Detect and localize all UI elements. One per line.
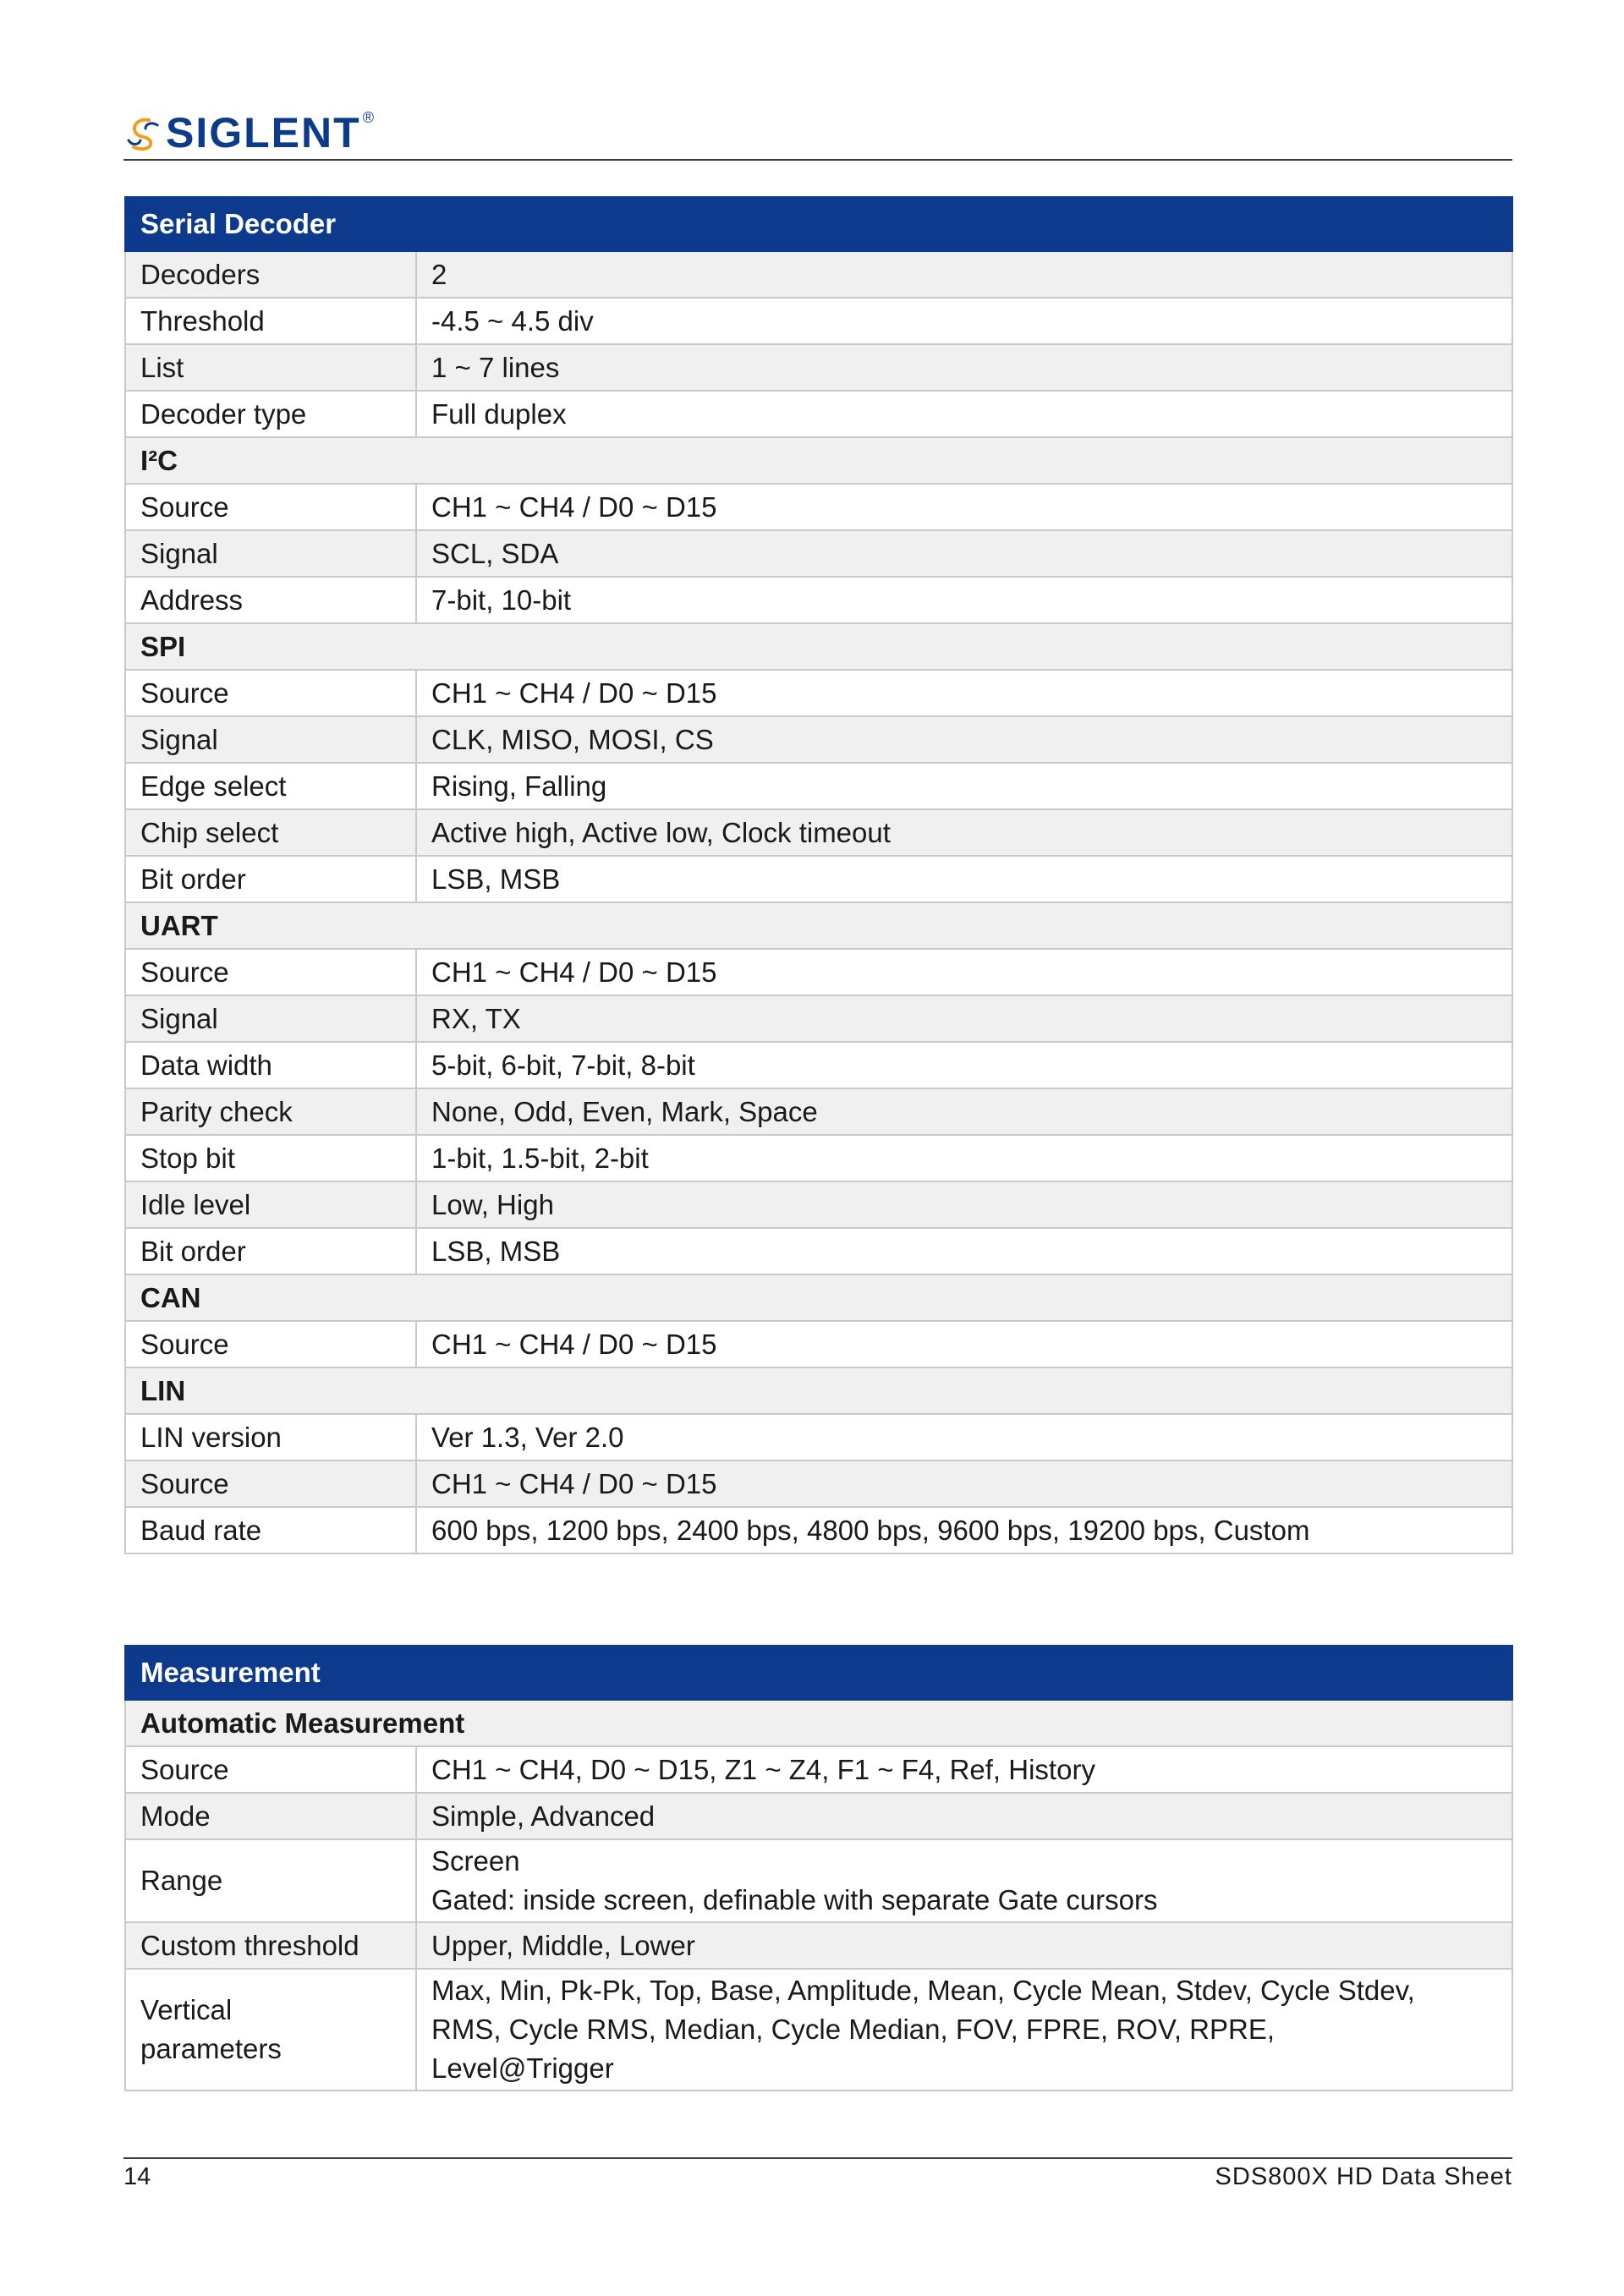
spec-value: 7-bit, 10-bit <box>416 577 1512 623</box>
spec-value: CH1 ~ CH4, D0 ~ D15, Z1 ~ Z4, F1 ~ F4, Ref, History <box>416 1746 1512 1793</box>
siglent-wave-icon <box>123 113 162 152</box>
section-row <box>125 1700 1512 1746</box>
spec-label: Stop bit <box>125 1135 416 1181</box>
spec-value-line: Max, Min, Pk-Pk, Top, Base, Amplitude, Mean, Cycle Mean, Stdev, Cycle Stdev, <box>431 1975 1415 2006</box>
table-row <box>125 1507 1512 1553</box>
table-row <box>125 949 1512 995</box>
section-row <box>125 437 1512 484</box>
table-row <box>125 391 1512 437</box>
spec-label <box>125 1839 416 1922</box>
spec-label: Bit order <box>125 1228 416 1274</box>
table-title: Measurement <box>125 1646 1512 1700</box>
spec-label: Decoder type <box>125 391 416 437</box>
spec-label-line: Vertical <box>140 1994 233 2025</box>
spec-label: Signal <box>125 716 416 763</box>
table-row <box>125 1414 1512 1460</box>
table-row <box>125 1922 1512 1969</box>
spec-value-line: Screen <box>431 1845 520 1877</box>
spec-value: 1-bit, 1.5-bit, 2-bit <box>416 1135 1512 1181</box>
table-row <box>125 1969 1512 2091</box>
spec-label: Data width <box>125 1042 416 1088</box>
spec-value: Full duplex <box>416 391 1512 437</box>
spec-label: Idle level <box>125 1181 416 1228</box>
table-row <box>125 1321 1512 1367</box>
table-row <box>125 1088 1512 1135</box>
spec-label-line: Range <box>140 1865 223 1896</box>
section-heading: LIN <box>125 1367 1512 1414</box>
spec-label-line: parameters <box>140 2033 282 2064</box>
spec-label: Parity check <box>125 1088 416 1135</box>
siglent-logo <box>123 110 374 156</box>
table-row <box>125 344 1512 391</box>
spec-label: Baud rate <box>125 1507 416 1553</box>
spec-label: Signal <box>125 995 416 1042</box>
spec-value-line: Level@Trigger <box>431 2052 614 2084</box>
table-row <box>125 1746 1512 1793</box>
page-number: 14 <box>123 2163 151 2190</box>
table-row <box>125 1839 1512 1922</box>
logo-wordmark: SIGLENT <box>166 109 361 156</box>
spec-label: Chip select <box>125 809 416 856</box>
spec-label: Address <box>125 577 416 623</box>
spec-label: Edge select <box>125 763 416 809</box>
spec-label: Source <box>125 1321 416 1367</box>
registered-mark: ® <box>362 108 374 126</box>
spec-value: Ver 1.3, Ver 2.0 <box>416 1414 1512 1460</box>
section-row <box>125 902 1512 949</box>
measurement-table <box>124 1645 1513 2091</box>
table-row <box>125 530 1512 577</box>
section-heading: SPI <box>125 623 1512 670</box>
spec-value: CLK, MISO, MOSI, CS <box>416 716 1512 763</box>
spec-value: LSB, MSB <box>416 856 1512 902</box>
spec-value: RX, TX <box>416 995 1512 1042</box>
spec-value-line: RMS, Cycle RMS, Median, Cycle Median, FOV, FPRE, ROV, RPRE, <box>431 2014 1276 2045</box>
section-heading: CAN <box>125 1274 1512 1321</box>
table-row <box>125 1181 1512 1228</box>
table-row <box>125 1228 1512 1274</box>
spec-value: Rising, Falling <box>416 763 1512 809</box>
table-row <box>125 1042 1512 1088</box>
spec-label: Decoders <box>125 251 416 298</box>
spec-label: Source <box>125 484 416 530</box>
table-row <box>125 716 1512 763</box>
table-row <box>125 809 1512 856</box>
table-row <box>125 298 1512 344</box>
spec-value <box>416 1839 1512 1922</box>
spec-value: LSB, MSB <box>416 1228 1512 1274</box>
header-divider <box>123 159 1512 161</box>
footer-divider <box>123 2157 1512 2159</box>
spec-label: Signal <box>125 530 416 577</box>
spec-label: Mode <box>125 1793 416 1839</box>
spec-label <box>125 1969 416 2091</box>
table-row <box>125 1793 1512 1839</box>
table-row <box>125 670 1512 716</box>
spec-value: 1 ~ 7 lines <box>416 344 1512 391</box>
spec-value: -4.5 ~ 4.5 div <box>416 298 1512 344</box>
spec-value: 600 bps, 1200 bps, 2400 bps, 4800 bps, 9600 bps, 19200 bps, Custom <box>416 1507 1512 1553</box>
table-row <box>125 484 1512 530</box>
section-heading: Automatic Measurement <box>125 1700 1512 1746</box>
spec-value: CH1 ~ CH4 / D0 ~ D15 <box>416 484 1512 530</box>
table-row <box>125 251 1512 298</box>
table-title: Serial Decoder <box>125 197 1512 251</box>
table-row <box>125 577 1512 623</box>
section-heading: I²C <box>125 437 1512 484</box>
section-row <box>125 623 1512 670</box>
table-row <box>125 763 1512 809</box>
spec-value: None, Odd, Even, Mark, Space <box>416 1088 1512 1135</box>
spec-label: Bit order <box>125 856 416 902</box>
spec-label: Source <box>125 1460 416 1507</box>
section-heading: UART <box>125 902 1512 949</box>
section-row <box>125 1274 1512 1321</box>
table-row <box>125 1460 1512 1507</box>
spec-value: Active high, Active low, Clock timeout <box>416 809 1512 856</box>
table-row <box>125 1135 1512 1181</box>
spec-value: Low, High <box>416 1181 1512 1228</box>
spec-value <box>416 1969 1512 2091</box>
spec-label: List <box>125 344 416 391</box>
spec-label: Source <box>125 1746 416 1793</box>
spec-value: Simple, Advanced <box>416 1793 1512 1839</box>
table-row <box>125 856 1512 902</box>
document-title: SDS800X HD Data Sheet <box>1215 2163 1512 2190</box>
spec-value: CH1 ~ CH4 / D0 ~ D15 <box>416 949 1512 995</box>
spec-value: SCL, SDA <box>416 530 1512 577</box>
page-header <box>123 107 1512 161</box>
spec-value: CH1 ~ CH4 / D0 ~ D15 <box>416 670 1512 716</box>
serial-decoder-table <box>124 196 1513 1554</box>
spec-value: Upper, Middle, Lower <box>416 1922 1512 1969</box>
spec-label: Threshold <box>125 298 416 344</box>
section-row <box>125 1367 1512 1414</box>
spec-label: Custom threshold <box>125 1922 416 1969</box>
table-row <box>125 995 1512 1042</box>
spec-value: CH1 ~ CH4 / D0 ~ D15 <box>416 1460 1512 1507</box>
spec-label: LIN version <box>125 1414 416 1460</box>
spec-value: 5-bit, 6-bit, 7-bit, 8-bit <box>416 1042 1512 1088</box>
spec-label: Source <box>125 670 416 716</box>
spec-value: 2 <box>416 251 1512 298</box>
spec-label: Source <box>125 949 416 995</box>
spec-value-line: Gated: inside screen, definable with separate Gate cursors <box>431 1884 1158 1915</box>
spec-value: CH1 ~ CH4 / D0 ~ D15 <box>416 1321 1512 1367</box>
